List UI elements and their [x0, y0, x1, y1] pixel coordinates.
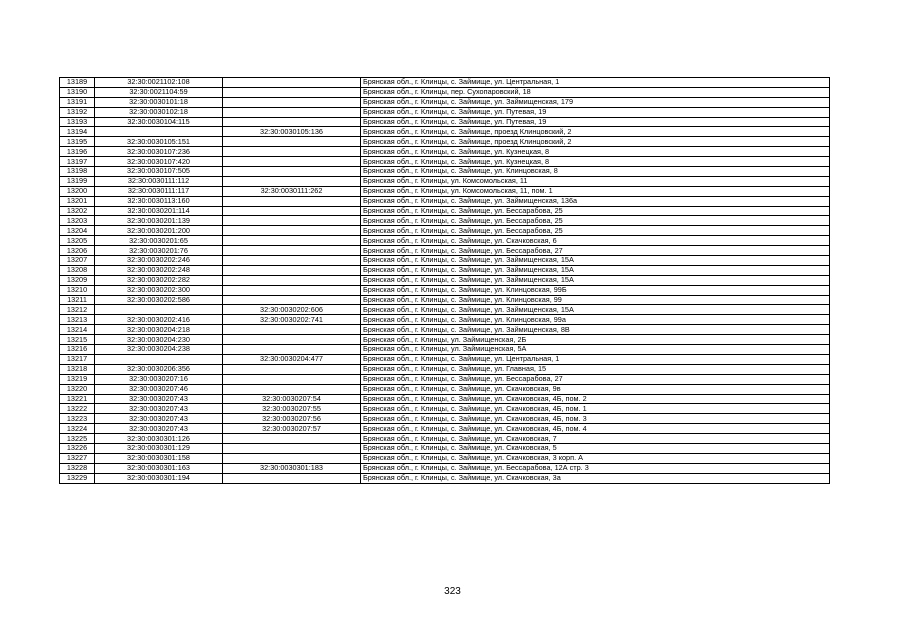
cadastral-number-cell: 32:30:0030202:248: [95, 265, 223, 275]
table-row: [60, 117, 830, 127]
related-cadastral-number-cell: 32:30:0030207:54: [223, 394, 361, 404]
table-row: [60, 127, 830, 137]
related-cadastral-number-cell: [223, 117, 361, 127]
table-row: [60, 87, 830, 97]
cadastral-number-cell: 32:30:0030202:416: [95, 315, 223, 325]
address-cell: Брянская обл., г. Клинцы, с. Займище, ул. Займищенская, 8В: [361, 325, 830, 335]
cadastral-number-cell: 32:30:0030101:18: [95, 97, 223, 107]
row-number-cell: 13206: [60, 246, 95, 256]
row-number-cell: 13204: [60, 226, 95, 236]
cadastral-number-cell: 32:30:0030107:505: [95, 167, 223, 177]
table-row: [60, 345, 830, 355]
related-cadastral-number-cell: [223, 256, 361, 266]
row-number-cell: 13197: [60, 157, 95, 167]
table-row: [60, 176, 830, 186]
cadastral-number-cell: [95, 354, 223, 364]
address-cell: Брянская обл., г. Клинцы, с. Займище, ул. Клинцовская, 99: [361, 295, 830, 305]
row-number-cell: 13228: [60, 463, 95, 473]
cadastral-number-cell: 32:30:0030301:163: [95, 463, 223, 473]
related-cadastral-number-cell: [223, 167, 361, 177]
address-cell: Брянская обл., г. Клинцы, с. Займище, ул. Путевая, 19: [361, 107, 830, 117]
registry-table: [59, 77, 830, 484]
table-row: [60, 206, 830, 216]
table-row: [60, 107, 830, 117]
related-cadastral-number-cell: [223, 137, 361, 147]
row-number-cell: 13216: [60, 345, 95, 355]
cadastral-number-cell: 32:30:0030207:43: [95, 394, 223, 404]
row-number-cell: 13215: [60, 335, 95, 345]
related-cadastral-number-cell: [223, 335, 361, 345]
table-row: [60, 265, 830, 275]
cadastral-number-cell: 32:30:0030111:112: [95, 176, 223, 186]
row-number-cell: 13223: [60, 414, 95, 424]
row-number-cell: 13191: [60, 97, 95, 107]
related-cadastral-number-cell: [223, 157, 361, 167]
related-cadastral-number-cell: 32:30:0030207:55: [223, 404, 361, 414]
row-number-cell: 13208: [60, 265, 95, 275]
related-cadastral-number-cell: [223, 295, 361, 305]
table-row: [60, 305, 830, 315]
cadastral-number-cell: 32:30:0030204:230: [95, 335, 223, 345]
table-row: [60, 364, 830, 374]
address-cell: Брянская обл., г. Клинцы, с. Займище, ул. Скачковская, 6: [361, 236, 830, 246]
address-cell: Брянская обл., г. Клинцы, пер. Сухопаровский, 18: [361, 87, 830, 97]
related-cadastral-number-cell: [223, 78, 361, 88]
row-number-cell: 13214: [60, 325, 95, 335]
cadastral-number-cell: 32:30:0030107:420: [95, 157, 223, 167]
address-cell: Брянская обл., г. Клинцы, с. Займище, проезд Клинцовский, 2: [361, 127, 830, 137]
related-cadastral-number-cell: 32:30:0030105:136: [223, 127, 361, 137]
row-number-cell: 13190: [60, 87, 95, 97]
table-row: [60, 246, 830, 256]
address-cell: Брянская обл., г. Клинцы, с. Займище, ул. Клинцовская, 8: [361, 167, 830, 177]
related-cadastral-number-cell: [223, 325, 361, 335]
related-cadastral-number-cell: [223, 236, 361, 246]
table-row: [60, 384, 830, 394]
related-cadastral-number-cell: [223, 246, 361, 256]
address-cell: Брянская обл., г. Клинцы, с. Займище, ул. Кузнецкая, 8: [361, 147, 830, 157]
cadastral-number-cell: 32:30:0030204:218: [95, 325, 223, 335]
row-number-cell: 13217: [60, 354, 95, 364]
table-row: [60, 285, 830, 295]
related-cadastral-number-cell: [223, 453, 361, 463]
table-row: [60, 315, 830, 325]
related-cadastral-number-cell: 32:30:0030204:477: [223, 354, 361, 364]
address-cell: Брянская обл., г. Клинцы, с. Займище, ул. Скачковская, 5: [361, 443, 830, 453]
cadastral-number-cell: 32:30:0030201:139: [95, 216, 223, 226]
address-cell: Брянская обл., г. Клинцы, с. Займище, ул. Клинцовская, 99а: [361, 315, 830, 325]
cadastral-number-cell: 32:30:0030207:43: [95, 404, 223, 414]
row-number-cell: 13194: [60, 127, 95, 137]
related-cadastral-number-cell: [223, 87, 361, 97]
table-row: [60, 147, 830, 157]
address-cell: Брянская обл., г. Клинцы, с. Займище, ул. Клинцовская, 99Б: [361, 285, 830, 295]
table-row: [60, 295, 830, 305]
related-cadastral-number-cell: [223, 434, 361, 444]
cadastral-number-cell: 32:30:0030202:586: [95, 295, 223, 305]
cadastral-number-cell: 32:30:0030107:236: [95, 147, 223, 157]
related-cadastral-number-cell: [223, 275, 361, 285]
table-row: [60, 216, 830, 226]
address-cell: Брянская обл., г. Клинцы, с. Займище, ул. Скачковская, 3 корп. А: [361, 453, 830, 463]
row-number-cell: 13205: [60, 236, 95, 246]
related-cadastral-number-cell: [223, 345, 361, 355]
related-cadastral-number-cell: [223, 443, 361, 453]
table-row: [60, 275, 830, 285]
address-cell: Брянская обл., г. Клинцы, с. Займище, ул. Центральная, 1: [361, 78, 830, 88]
address-cell: Брянская обл., г. Клинцы, с. Займище, ул. Скачковская, 4Б, пом. 4: [361, 424, 830, 434]
address-cell: Брянская обл., г. Клинцы, с. Займище, ул. Бессарабова, 25: [361, 226, 830, 236]
table-row: [60, 394, 830, 404]
related-cadastral-number-cell: [223, 226, 361, 236]
related-cadastral-number-cell: [223, 374, 361, 384]
cadastral-number-cell: 32:30:0030301:129: [95, 443, 223, 453]
row-number-cell: 13196: [60, 147, 95, 157]
related-cadastral-number-cell: 32:30:0030301:183: [223, 463, 361, 473]
related-cadastral-number-cell: [223, 285, 361, 295]
related-cadastral-number-cell: 32:30:0030202:606: [223, 305, 361, 315]
related-cadastral-number-cell: [223, 265, 361, 275]
table-row: [60, 473, 830, 483]
related-cadastral-number-cell: [223, 176, 361, 186]
related-cadastral-number-cell: [223, 473, 361, 483]
cadastral-number-cell: 32:30:0021102:108: [95, 78, 223, 88]
address-cell: Брянская обл., г. Клинцы, с. Займище, ул. Займищенская, 179: [361, 97, 830, 107]
row-number-cell: 13210: [60, 285, 95, 295]
row-number-cell: 13227: [60, 453, 95, 463]
row-number-cell: 13198: [60, 167, 95, 177]
address-cell: Брянская обл., г. Клинцы, с. Займище, ул. Главная, 15: [361, 364, 830, 374]
address-cell: Брянская обл., г. Клинцы, с. Займище, ул. Скачковская, 4Б, пом. 1: [361, 404, 830, 414]
address-cell: Брянская обл., г. Клинцы, с. Займище, ул. Займищенская, 15А: [361, 256, 830, 266]
row-number-cell: 13229: [60, 473, 95, 483]
row-number-cell: 13211: [60, 295, 95, 305]
table-row: [60, 463, 830, 473]
cadastral-number-cell: 32:30:0030201:200: [95, 226, 223, 236]
related-cadastral-number-cell: [223, 107, 361, 117]
related-cadastral-number-cell: 32:30:0030111:262: [223, 186, 361, 196]
table-row: [60, 167, 830, 177]
table-row: [60, 78, 830, 88]
address-cell: Брянская обл., г. Клинцы, ул. Комсомольская, 11: [361, 176, 830, 186]
cadastral-number-cell: 32:30:0030102:18: [95, 107, 223, 117]
table-row: [60, 236, 830, 246]
row-number-cell: 13200: [60, 186, 95, 196]
cadastral-number-cell: 32:30:0030301:158: [95, 453, 223, 463]
row-number-cell: 13222: [60, 404, 95, 414]
address-cell: Брянская обл., г. Клинцы, с. Займище, ул. Скачковская, 7: [361, 434, 830, 444]
row-number-cell: 13203: [60, 216, 95, 226]
cadastral-number-cell: 32:30:0030206:356: [95, 364, 223, 374]
row-number-cell: 13202: [60, 206, 95, 216]
table-row: [60, 434, 830, 444]
row-number-cell: 13193: [60, 117, 95, 127]
address-cell: Брянская обл., г. Клинцы, с. Займище, ул. Бессарабова, 27: [361, 246, 830, 256]
table-row: [60, 256, 830, 266]
address-cell: Брянская обл., г. Клинцы, ул. Комсомольская, 11, пом. 1: [361, 186, 830, 196]
related-cadastral-number-cell: 32:30:0030207:56: [223, 414, 361, 424]
cadastral-number-cell: 32:30:0030202:246: [95, 256, 223, 266]
table-row: [60, 226, 830, 236]
table-row: [60, 196, 830, 206]
row-number-cell: 13219: [60, 374, 95, 384]
table-row: [60, 137, 830, 147]
address-cell: Брянская обл., г. Клинцы, с. Займище, ул. Займищенская, 136а: [361, 196, 830, 206]
page-number: 323: [444, 586, 461, 597]
related-cadastral-number-cell: [223, 196, 361, 206]
address-cell: Брянская обл., г. Клинцы, с. Займище, ул. Займищенская, 15А: [361, 305, 830, 315]
related-cadastral-number-cell: 32:30:0030202:741: [223, 315, 361, 325]
cadastral-number-cell: [95, 127, 223, 137]
cadastral-number-cell: 32:30:0030111:117: [95, 186, 223, 196]
table-row: [60, 453, 830, 463]
cadastral-number-cell: 32:30:0030201:65: [95, 236, 223, 246]
cadastral-number-cell: 32:30:0030202:282: [95, 275, 223, 285]
cadastral-number-cell: 32:30:0030104:115: [95, 117, 223, 127]
address-cell: Брянская обл., г. Клинцы, с. Займище, ул. Бессарабова, 27: [361, 374, 830, 384]
address-cell: Брянская обл., г. Клинцы, с. Займище, ул. Займищенская, 15А: [361, 265, 830, 275]
table-body: [60, 78, 830, 484]
table-row: [60, 186, 830, 196]
cadastral-number-cell: 32:30:0030301:194: [95, 473, 223, 483]
address-cell: Брянская обл., г. Клинцы, с. Займище, ул. Скачковская, 4Б, пом. 2: [361, 394, 830, 404]
row-number-cell: 13189: [60, 78, 95, 88]
cadastral-number-cell: 32:30:0030207:16: [95, 374, 223, 384]
cadastral-number-cell: 32:30:0030204:238: [95, 345, 223, 355]
address-cell: Брянская обл., г. Клинцы, с. Займище, проезд Клинцовский, 2: [361, 137, 830, 147]
cadastral-number-cell: 32:30:0030207:46: [95, 384, 223, 394]
address-cell: Брянская обл., г. Клинцы, с. Займище, ул. Займищенская, 15А: [361, 275, 830, 285]
cadastral-number-cell: 32:30:0030207:43: [95, 414, 223, 424]
cadastral-number-cell: 32:30:0030105:151: [95, 137, 223, 147]
address-cell: Брянская обл., г. Клинцы, с. Займище, ул. Кузнецкая, 8: [361, 157, 830, 167]
address-cell: Брянская обл., г. Клинцы, ул. Займищенская, 5А: [361, 345, 830, 355]
cadastral-number-cell: 32:30:0030301:126: [95, 434, 223, 444]
table-row: [60, 325, 830, 335]
table-row: [60, 374, 830, 384]
table-row: [60, 335, 830, 345]
related-cadastral-number-cell: [223, 384, 361, 394]
cadastral-number-cell: 32:30:0030202:300: [95, 285, 223, 295]
row-number-cell: 13225: [60, 434, 95, 444]
address-cell: Брянская обл., г. Клинцы, с. Займище, ул. Бессарабова, 25: [361, 206, 830, 216]
row-number-cell: 13195: [60, 137, 95, 147]
row-number-cell: 13201: [60, 196, 95, 206]
cadastral-number-cell: 32:30:0030207:43: [95, 424, 223, 434]
row-number-cell: 13226: [60, 443, 95, 453]
cadastral-number-cell: [95, 305, 223, 315]
table-row: [60, 414, 830, 424]
address-cell: Брянская обл., г. Клинцы, с. Займище, ул. Скачковская, 3а: [361, 473, 830, 483]
related-cadastral-number-cell: [223, 364, 361, 374]
table-row: [60, 354, 830, 364]
address-cell: Брянская обл., г. Клинцы, с. Займище, ул. Бессарабова, 12А стр. 3: [361, 463, 830, 473]
row-number-cell: 13221: [60, 394, 95, 404]
row-number-cell: 13209: [60, 275, 95, 285]
table-row: [60, 424, 830, 434]
row-number-cell: 13212: [60, 305, 95, 315]
row-number-cell: 13220: [60, 384, 95, 394]
cadastral-number-cell: 32:30:0030113:160: [95, 196, 223, 206]
address-cell: Брянская обл., г. Клинцы, ул. Займищенская, 2Б: [361, 335, 830, 345]
cadastral-number-cell: 32:30:0030201:76: [95, 246, 223, 256]
table-row: [60, 157, 830, 167]
table-row: [60, 404, 830, 414]
address-cell: Брянская обл., г. Клинцы, с. Займище, ул. Скачковская, 4Б, пом. 3: [361, 414, 830, 424]
address-cell: Брянская обл., г. Клинцы, с. Займище, ул. Бессарабова, 25: [361, 216, 830, 226]
row-number-cell: 13218: [60, 364, 95, 374]
address-cell: Брянская обл., г. Клинцы, с. Займище, ул. Центральная, 1: [361, 354, 830, 364]
related-cadastral-number-cell: [223, 216, 361, 226]
cadastral-number-cell: 32:30:0030201:114: [95, 206, 223, 216]
row-number-cell: 13224: [60, 424, 95, 434]
related-cadastral-number-cell: [223, 97, 361, 107]
address-cell: Брянская обл., г. Клинцы, с. Займище, ул. Скачковская, 9в: [361, 384, 830, 394]
related-cadastral-number-cell: 32:30:0030207:57: [223, 424, 361, 434]
cadastral-number-cell: 32:30:0021104:59: [95, 87, 223, 97]
related-cadastral-number-cell: [223, 147, 361, 157]
related-cadastral-number-cell: [223, 206, 361, 216]
table-row: [60, 443, 830, 453]
row-number-cell: 13199: [60, 176, 95, 186]
table-row: [60, 97, 830, 107]
row-number-cell: 13207: [60, 256, 95, 266]
row-number-cell: 13213: [60, 315, 95, 325]
address-cell: Брянская обл., г. Клинцы, с. Займище, ул. Путевая, 19: [361, 117, 830, 127]
row-number-cell: 13192: [60, 107, 95, 117]
